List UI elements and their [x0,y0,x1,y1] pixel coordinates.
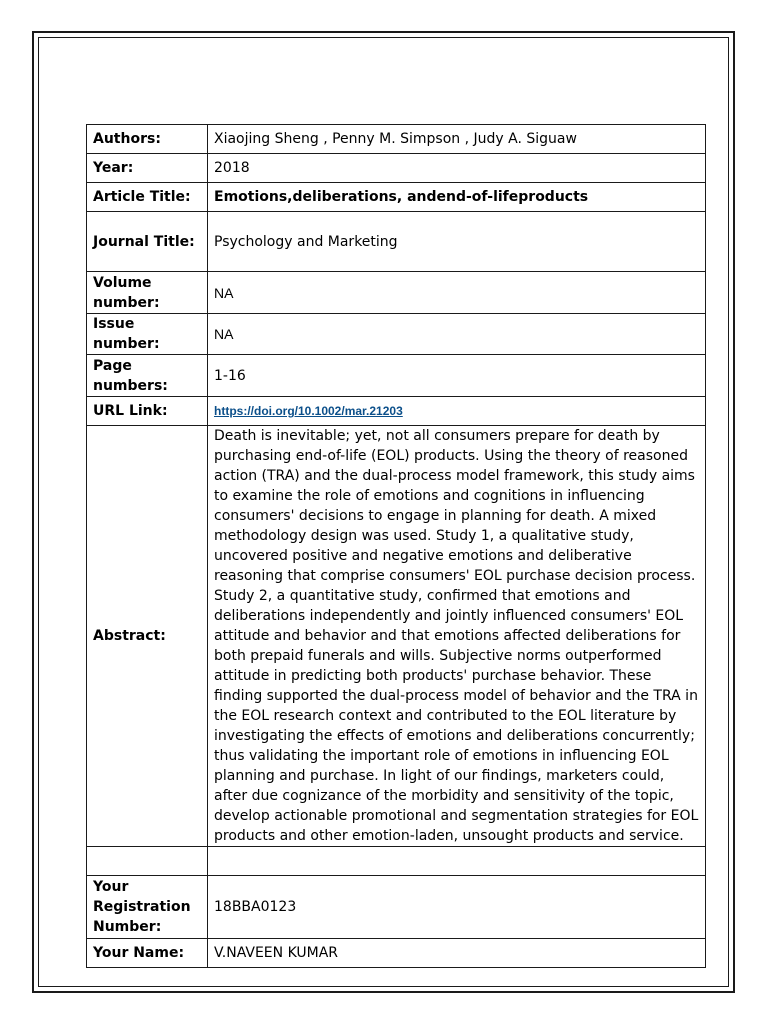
row-registration [87,876,706,939]
empty-value-cell [208,847,706,876]
row-abstract [87,426,706,847]
authors-value: Xiaojing Sheng , Penny M. Simpson , Judy A. Siguaw [208,125,706,154]
row-article-title [87,183,706,212]
row-authors [87,125,706,154]
registration-label: Your Registration Number: [87,876,208,939]
issue-value: NA [208,314,706,355]
volume-value: NA [208,272,706,314]
url-label: URL Link: [87,397,208,426]
abstract-label: Abstract: [87,426,208,847]
row-url [87,397,706,426]
volume-label: Volume number: [87,272,208,314]
empty-label-cell [87,847,208,876]
name-label: Your Name: [87,939,208,968]
journal-title-value: Psychology and Marketing [208,212,706,272]
row-year [87,154,706,183]
doi-link[interactable]: https://doi.org/10.1002/mar.21203 [214,404,403,418]
year-label: Year: [87,154,208,183]
row-issue [87,314,706,355]
assignment-info-table [86,124,706,968]
row-empty [87,847,706,876]
article-title-label: Article Title: [87,183,208,212]
registration-value: 18BBA0123 [208,876,706,939]
url-cell [208,397,706,426]
pages-label: Page numbers: [87,355,208,397]
abstract-value: Death is inevitable; yet, not all consumers prepare for death by purchasing end-of-life (EOL) products. Using the theory of reasoned action (TRA) and the dual-process model framework, this study aims to examine the role of emotions and cognitions in influencing consumers' decisions to engage in planning for death. A mixed methodology design was used. Study 1, a qualitative study, uncovered positive and negative emotions and deliberative reasoning that comprise consumers' EOL purchase decision process. Study 2, a quantitative study, confirmed that emotions and deliberations independently and jointly influenced consumers' EOL attitude and behavior and that emotions affected deliberations for both prepaid funerals and wills. Subjective norms outperformed attitude in predicting both products' purchase behavior. These finding supported the dual-process model of behavior and the TRA in the EOL research context and contributed to the EOL literature by investigating the effects of emotions and deliberations concurrently; thus validating the important role of emotions in influencing EOL planning and purchase. In light of our findings, marketers could, after due cognizance of the morbidity and sensitivity of the topic, develop actionable promotional and segmentation strategies for EOL products and other emotion-laden, unsought products and service. [208,426,706,847]
article-title-value: Emotions,deliberations, andend-of-lifeproducts [208,183,706,212]
row-pages [87,355,706,397]
authors-label: Authors: [87,125,208,154]
issue-label: Issue number: [87,314,208,355]
journal-title-label: Journal Title: [87,212,208,272]
row-journal-title [87,212,706,272]
row-volume [87,272,706,314]
name-value: V.NAVEEN KUMAR [208,939,706,968]
year-value: 2018 [208,154,706,183]
row-name [87,939,706,968]
pages-value: 1-16 [208,355,706,397]
